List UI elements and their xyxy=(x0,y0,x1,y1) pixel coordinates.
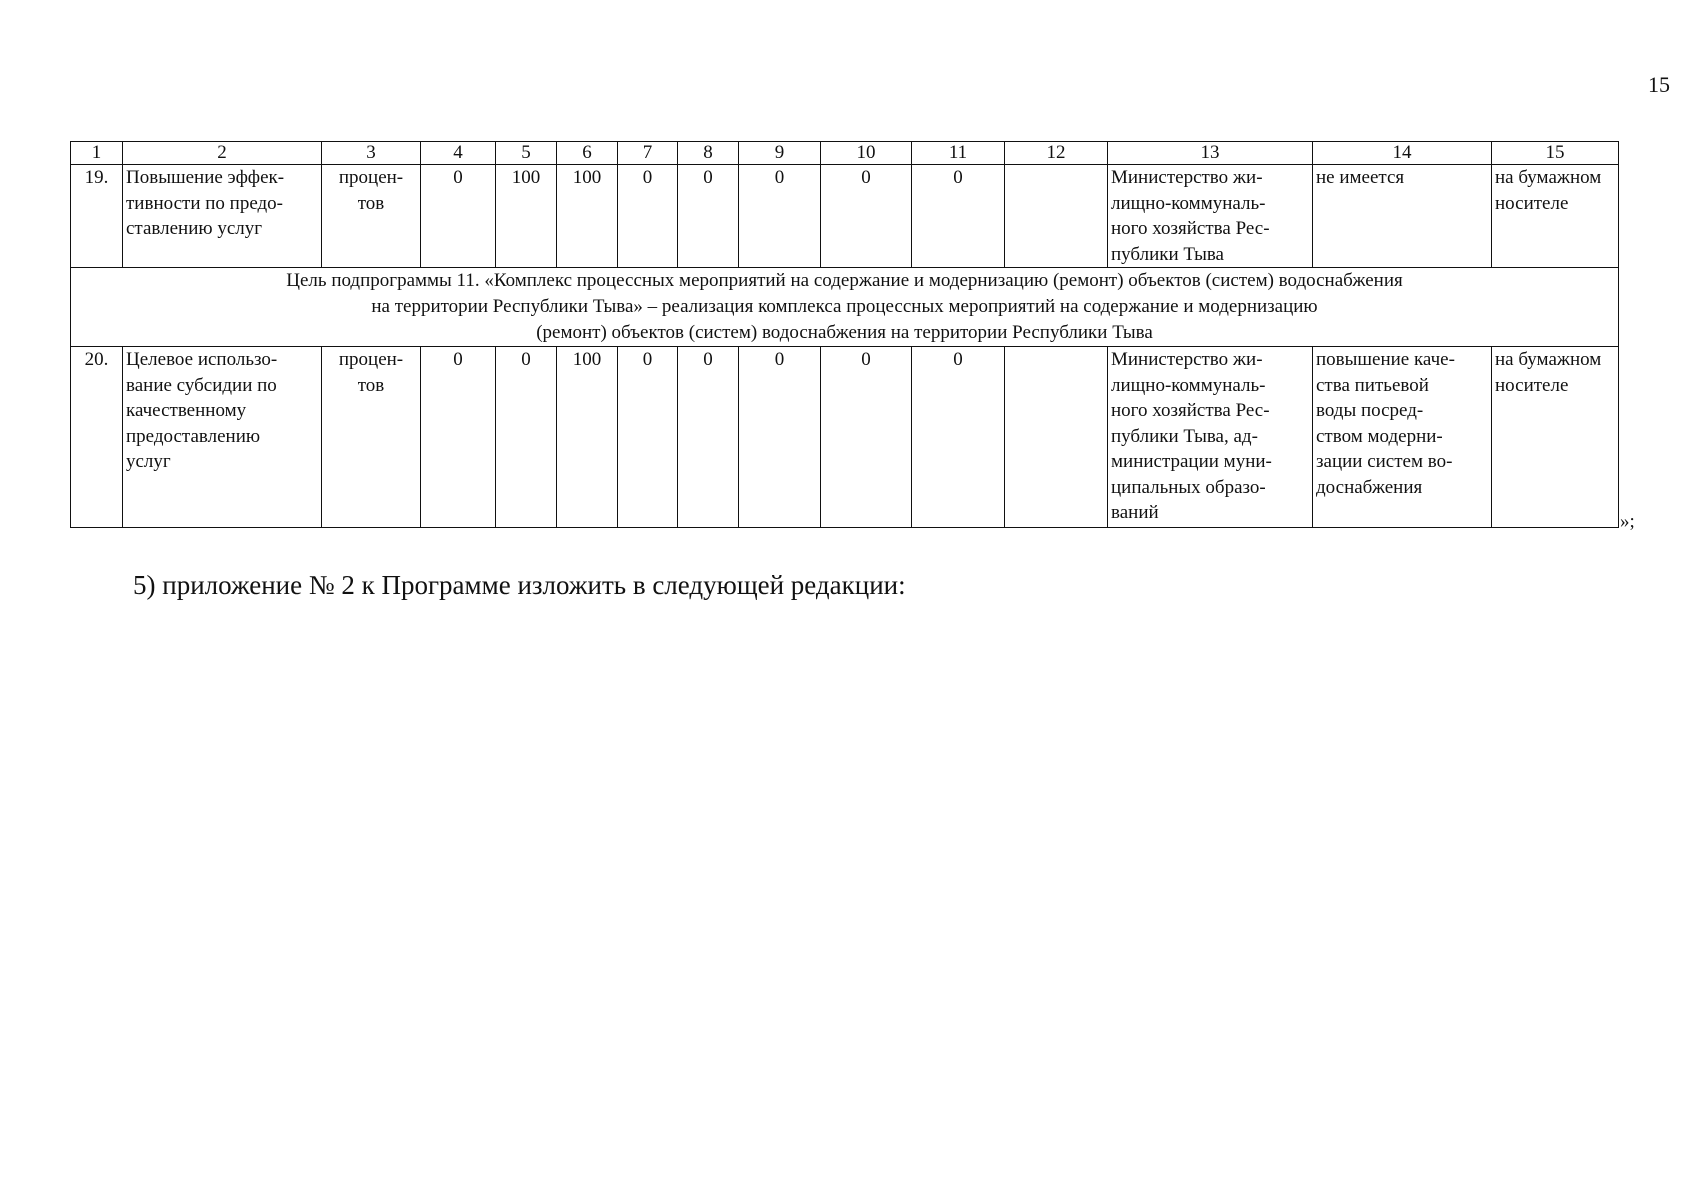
value-col-5: 100 xyxy=(496,165,557,268)
text-line: процен- xyxy=(338,349,404,370)
text-line: лищно-коммуналь- xyxy=(1111,192,1266,214)
unit xyxy=(322,165,421,268)
text-line: предоставлению xyxy=(126,425,261,447)
text-line: вание субсидии по xyxy=(126,374,277,396)
text-line: Министерство жи- xyxy=(1111,349,1263,370)
effect xyxy=(1313,347,1492,528)
table-row-20 xyxy=(71,347,1619,528)
column-header: 15 xyxy=(1492,142,1619,165)
value-col-10: 0 xyxy=(821,165,912,268)
column-header: 13 xyxy=(1108,142,1313,165)
text-line: лищно-коммуналь- xyxy=(1111,374,1266,396)
text-line: на бумажном xyxy=(1495,167,1602,188)
column-header: 14 xyxy=(1313,142,1492,165)
text-line: тивности по предо- xyxy=(126,192,284,214)
text-line: носителе xyxy=(1495,374,1569,396)
text-line: ства питьевой xyxy=(1316,374,1429,396)
text-line: публики Тыва, ад- xyxy=(1111,425,1258,447)
value-col-6: 100 xyxy=(557,165,618,268)
column-header: 10 xyxy=(821,142,912,165)
value-col-7: 0 xyxy=(618,165,678,268)
value-col-4: 0 xyxy=(421,347,496,528)
responsible-body xyxy=(1108,347,1313,528)
value-col-11: 0 xyxy=(912,347,1005,528)
text-line: Целевое использо- xyxy=(126,349,278,370)
goal-line: Цель подпрограммы 11. «Комплекс процессных мероприятий на содержание и модернизацию (ремонт) объектов (систем) водоснабжения xyxy=(286,270,1403,291)
goal-line: (ремонт) объектов (систем) водоснабжения на территории Республики Тыва xyxy=(536,322,1153,343)
goal-row xyxy=(71,268,1619,347)
value-col-12 xyxy=(1005,165,1108,268)
text-line: ваний xyxy=(1111,502,1159,523)
column-header: 6 xyxy=(557,142,618,165)
table-row-19 xyxy=(71,165,1619,268)
text-line: услуг xyxy=(126,451,171,472)
value-col-9: 0 xyxy=(739,165,821,268)
value-col-8: 0 xyxy=(678,165,739,268)
column-header: 1 xyxy=(71,142,123,165)
column-header: 11 xyxy=(912,142,1005,165)
value-col-9: 0 xyxy=(739,347,821,528)
column-header: 4 xyxy=(421,142,496,165)
column-header: 12 xyxy=(1005,142,1108,165)
unit xyxy=(322,347,421,528)
text-line: тов xyxy=(357,374,385,396)
column-header: 7 xyxy=(618,142,678,165)
text-line: зации систем во- xyxy=(1316,451,1453,472)
page-number: 15 xyxy=(1648,72,1670,97)
text-line: ставлению услуг xyxy=(126,218,263,239)
text-line: ципальных образо- xyxy=(1111,476,1266,498)
amendment-paragraph: 5) приложение № 2 к Программе изложить в следующей редакции: xyxy=(133,570,906,600)
text-line: процен- xyxy=(338,167,404,188)
value-col-10: 0 xyxy=(821,347,912,528)
text-line: воды посред- xyxy=(1316,400,1424,421)
column-header: 3 xyxy=(322,142,421,165)
column-header: 8 xyxy=(678,142,739,165)
value-col-7: 0 xyxy=(618,347,678,528)
carrier xyxy=(1492,165,1619,268)
text-line: ного хозяйства Рес- xyxy=(1111,400,1270,421)
text-line: не имеется xyxy=(1316,167,1405,188)
value-col-8: 0 xyxy=(678,347,739,528)
table-header-row xyxy=(71,142,1619,165)
indicator-name xyxy=(123,347,322,528)
value-col-4: 0 xyxy=(421,165,496,268)
text-line: публики Тыва xyxy=(1111,243,1224,265)
closing-quote: »; xyxy=(1620,511,1635,532)
responsible-body xyxy=(1108,165,1313,268)
value-col-11: 0 xyxy=(912,165,1005,268)
text-line: носителе xyxy=(1495,192,1569,214)
text-line: Министерство жи- xyxy=(1111,167,1263,188)
text-line: доснабжения xyxy=(1316,476,1423,498)
column-header: 9 xyxy=(739,142,821,165)
value-col-12 xyxy=(1005,347,1108,528)
text-line: повышение каче- xyxy=(1316,349,1455,370)
row-number: 20. xyxy=(71,347,123,528)
text-line: ного хозяйства Рес- xyxy=(1111,218,1270,239)
column-header: 2 xyxy=(123,142,322,165)
effect xyxy=(1313,165,1492,268)
indicators-table xyxy=(70,141,1619,528)
value-col-6: 100 xyxy=(557,347,618,528)
text-line: на бумажном xyxy=(1495,349,1602,370)
goal-line: на территории Республики Тыва» – реализация комплекса процессных мероприятий на содержание и модернизацию xyxy=(371,296,1318,317)
text-line: ством модерни- xyxy=(1316,425,1443,447)
text-line: Повышение эффек- xyxy=(126,167,285,188)
text-line: министрации муни- xyxy=(1111,451,1272,472)
text-line: качественному xyxy=(126,400,247,421)
indicator-name xyxy=(123,165,322,268)
row-number: 19. xyxy=(71,165,123,268)
text-line: тов xyxy=(357,192,385,214)
column-header: 5 xyxy=(496,142,557,165)
value-col-5: 0 xyxy=(496,347,557,528)
carrier xyxy=(1492,347,1619,528)
subprogram-goal xyxy=(71,268,1619,347)
